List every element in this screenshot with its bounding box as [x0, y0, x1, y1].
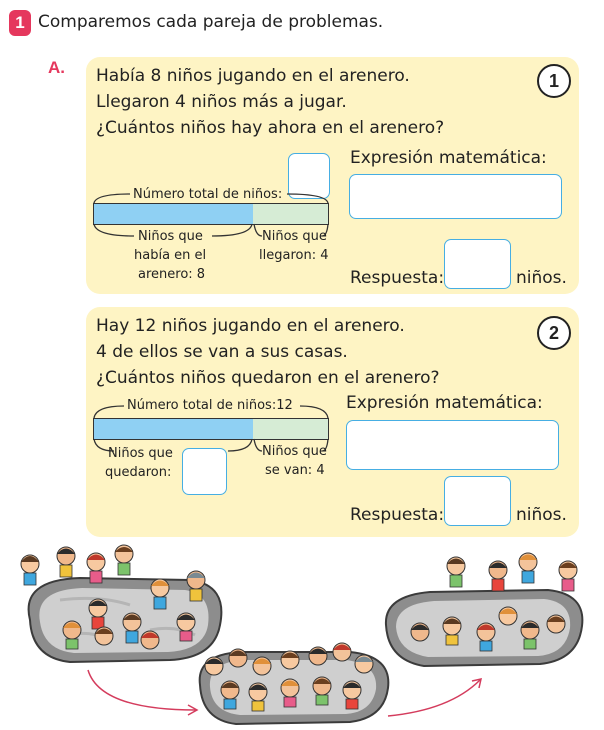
- problem-1-expression-label: Expresión matemática:: [350, 148, 547, 168]
- problem-2-total-label: Número total de niños:12: [127, 398, 293, 413]
- problem-2-line-3: ¿Cuántos niños quedaron en el arenero?: [96, 368, 440, 388]
- problem-1-left-label-2: había en el: [134, 248, 207, 263]
- arrow-2: [388, 679, 481, 716]
- problem-2-right-label-2: se van: 4: [265, 463, 325, 478]
- problem-1-answer-unit: niños.: [516, 268, 567, 288]
- problem-1-left-label-1: Niños que: [138, 229, 203, 244]
- exercise-number-badge: 1: [9, 10, 31, 36]
- section-letter: A.: [48, 58, 65, 77]
- problem-1-left-label-3: arenero: 8: [138, 267, 206, 282]
- arrow-1: [88, 670, 197, 715]
- problem-1-line-2: Llegaron 4 niños más a jugar.: [96, 92, 347, 112]
- instruction-text: Comparemos cada pareja de problemas.: [38, 12, 384, 32]
- problem-1-number: 1: [537, 64, 571, 98]
- problem-1-right-label-1: Niños que: [262, 229, 327, 244]
- problem-1-answer-label: Respuesta:: [350, 268, 445, 288]
- problem-2-expression-box[interactable]: [346, 420, 559, 470]
- sandbox-illustration: [0, 540, 604, 730]
- problem-1-line-1: Había 8 niños jugando en el arenero.: [96, 66, 410, 86]
- problem-2-number: 2: [537, 316, 571, 350]
- problem-2-left-label-1: Niños que: [108, 446, 173, 461]
- problem-2-left-label-2: quedaron:: [105, 465, 172, 480]
- problem-2-answer-label: Respuesta:: [350, 505, 445, 525]
- problem-1-total-label: Número total de niños:: [133, 187, 283, 202]
- problem-2-expression-label: Expresión matemática:: [346, 393, 543, 413]
- problem-1-line-3: ¿Cuántos niños hay ahora en el arenero?: [96, 118, 445, 138]
- problem-2-line-2: 4 de ellos se van a sus casas.: [96, 342, 348, 362]
- problem-2-answer-box[interactable]: [444, 476, 511, 526]
- problem-2-left-answer-box[interactable]: [182, 448, 227, 495]
- problem-1-right-label-2: llegaron: 4: [259, 248, 329, 263]
- problem-2-right-label-1: Niños que: [262, 444, 327, 459]
- problem-2-line-1: Hay 12 niños jugando en el arenero.: [96, 316, 405, 336]
- problem-2-answer-unit: niños.: [516, 505, 567, 525]
